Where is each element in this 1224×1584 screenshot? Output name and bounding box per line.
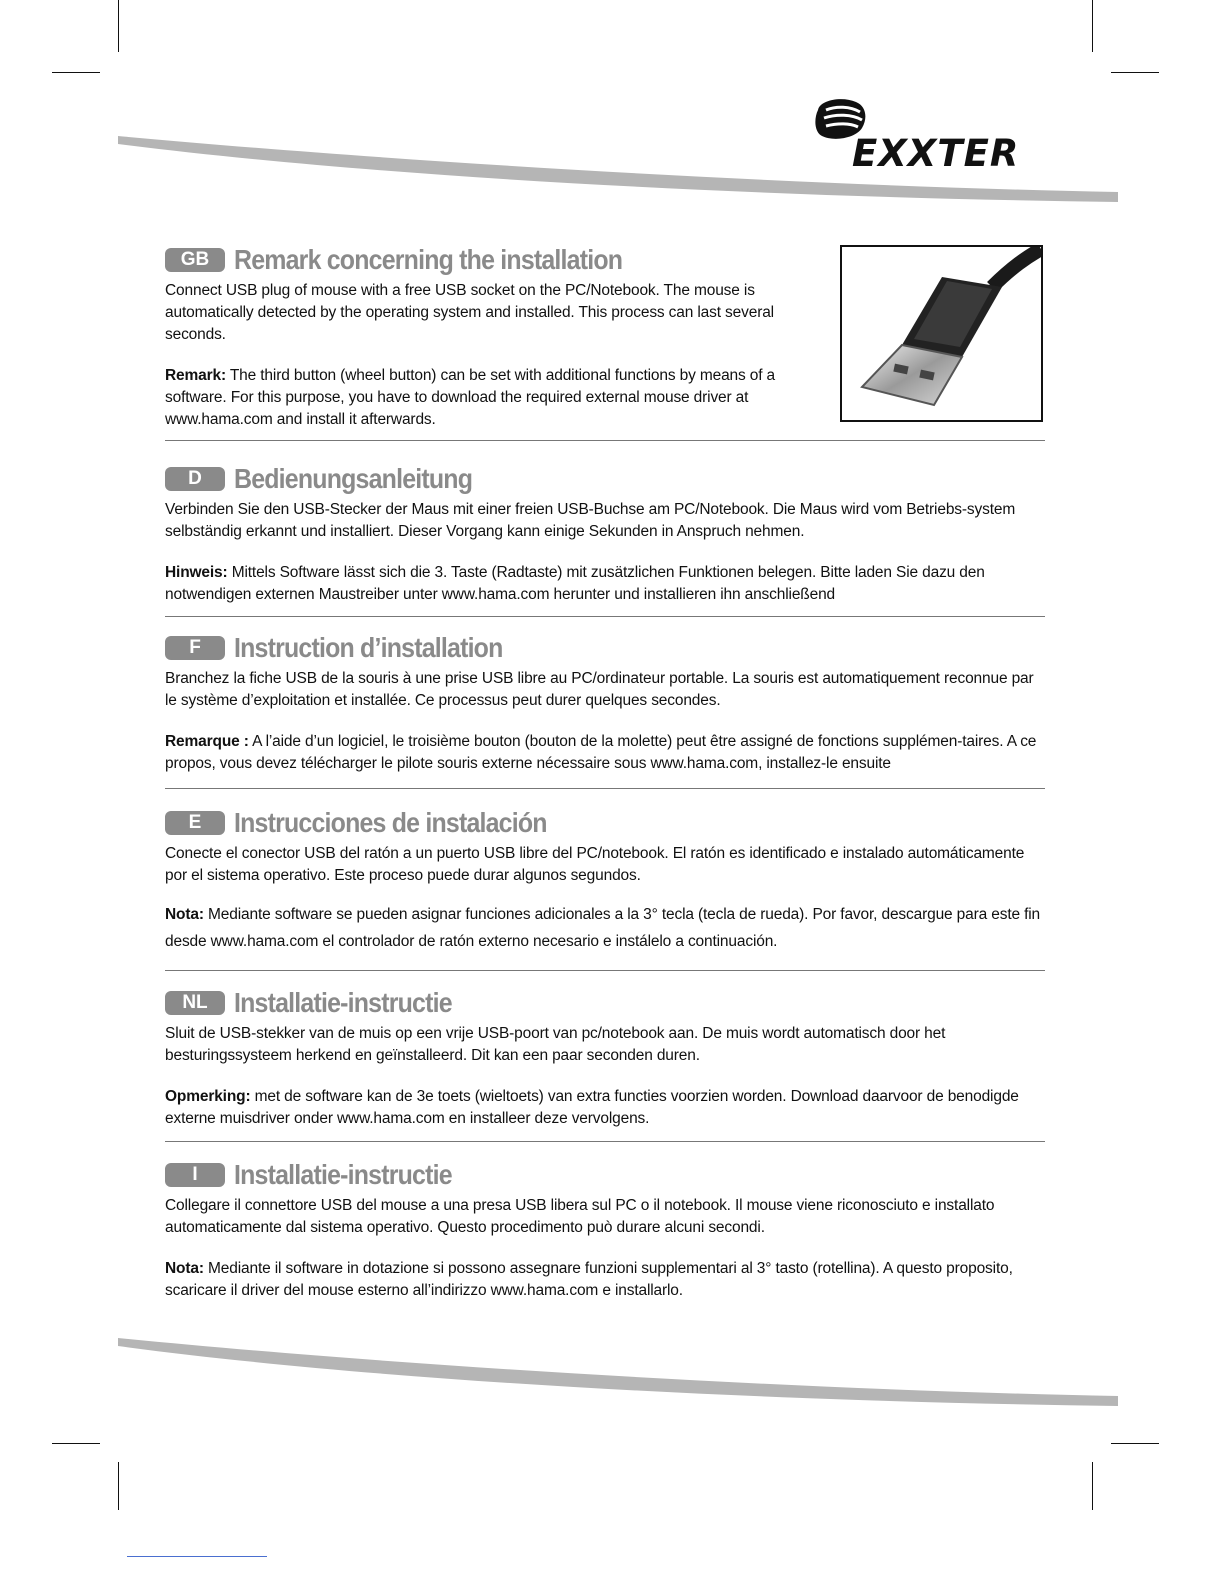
section-divider [165, 616, 1045, 617]
brand-logo [812, 96, 1027, 182]
paragraph-remark [165, 901, 1045, 955]
remark-label: Remarque : [165, 733, 249, 750]
section-title: Installatie-instructie [234, 987, 452, 1018]
language-badge: GB [165, 248, 225, 272]
paragraph-instructions: Conecte el conector USB del ratón a un puerto USB libre del PC/notebook. El ratón es identificado e instalado automáticamente por el sistema operativo. Este proceso puede durar algunos segundos. [165, 845, 1025, 884]
paragraph-remark [165, 731, 1045, 775]
paragraph-instructions: Sluit de USB-stekker van de muis op een vrije USB-poort van pc/notebook aan. De muis wordt automatisch door het besturingssysteem herkend en geïnstalleerd. Dit kan een paar seconden duren. [165, 1025, 946, 1064]
section-divider [165, 788, 1045, 789]
remark-text: The third button (wheel button) can be set with additional functions by means of a software. For this purpose, you have to download the required external mouse driver at www.hama.com and install it afterwards. [165, 367, 776, 428]
section-i [165, 1160, 1045, 1302]
paragraph-instructions: Collegare il connettore USB del mouse a una presa USB libera sul PC o il notebook. Il mouse viene riconosciuto e installato automaticamente dal sistema operativo. Questo procedimento può durare alcuni secondi. [165, 1197, 995, 1236]
remark-label: Nota: [165, 906, 204, 923]
remark-label: Opmerking: [165, 1088, 251, 1105]
remark-text: Mittels Software lässt sich die 3. Taste (Radtaste) mit zusätzlichen Funktionen belegen. Bitte laden Sie dazu den notwendigen externen Maustreiber unter www.hama.com herunter und installieren ihn anschließend [165, 564, 985, 603]
paragraph-remark [165, 365, 830, 431]
section-title: Bedienungsanleitung [234, 463, 473, 494]
crop-mark-bottom-left-v [118, 1462, 119, 1510]
crop-mark-bottom-left-h [52, 1443, 100, 1444]
section-d [165, 464, 1045, 606]
remark-label: Remark: [165, 367, 226, 384]
crop-mark-bottom-right-h [1111, 1443, 1159, 1444]
brand-name: EXXTER [852, 132, 1020, 175]
remark-text: Mediante software se pueden asignar funciones adicionales a la 3° tecla (tecla de rueda). Por favor, descargue para este fin desde www.hama.com el controlador de ratón externo necesario e instálelo a continuación. [165, 906, 1041, 950]
crop-mark-top-left-h [52, 72, 100, 73]
section-nl [165, 988, 1045, 1130]
paragraph-remark [165, 1258, 1045, 1302]
section-heading [165, 633, 1045, 663]
remark-text: met de software kan de 3e toets (wieltoets) van extra functies voorzien worden. Download daarvoor de benodigde externe muisdriver onder www.hama.com en installeer deze vervolgens. [165, 1088, 1019, 1127]
header-swoosh [0, 128, 1224, 208]
usb-plug-photo [840, 245, 1043, 422]
crop-mark-bottom-right-v [1092, 1462, 1093, 1510]
footer-swoosh [0, 1330, 1224, 1410]
section-heading [165, 808, 1045, 838]
footer-blue-line [127, 1556, 267, 1557]
paragraph-remark [165, 1086, 1045, 1130]
usb-plug-icon [842, 247, 1041, 420]
paragraph-instructions: Connect USB plug of mouse with a free USB socket on the PC/Notebook. The mouse is automatically detected by the operating system and installed. This process can last several seconds. [165, 282, 774, 343]
crop-mark-top-left-v [118, 0, 119, 52]
remark-label: Hinweis: [165, 564, 228, 581]
section-gb [165, 245, 830, 431]
section-divider [165, 440, 1045, 441]
paragraph-instructions: Branchez la fiche USB de la souris à une prise USB libre au PC/ordinateur portable. La souris est automatiquement reconnue par le système d’exploitation et installée. Ce processus peut durer quelques secondes. [165, 670, 1034, 709]
section-title: Instrucciones de instalación [234, 807, 547, 838]
section-e [165, 808, 1045, 955]
section-title: Installatie-instructie [234, 1159, 452, 1190]
paragraph-remark [165, 562, 1045, 606]
language-badge: NL [165, 991, 225, 1015]
crop-mark-top-right-h [1111, 72, 1159, 73]
language-badge: E [165, 811, 225, 835]
section-heading [165, 1160, 1045, 1190]
section-title: Instruction d’installation [234, 632, 503, 663]
remark-text: A l’aide d’un logiciel, le troisième bouton (bouton de la molette) peut être assigné de fonctions supplémen-taires. A ce propos, vous devez télécharger le pilote souris externe nécessaire sous www.hama.com, installez-le ensuite [165, 733, 1037, 772]
section-heading [165, 988, 1045, 1018]
section-divider [165, 970, 1045, 971]
paragraph-instructions: Verbinden Sie den USB-Stecker der Maus mit einer freien USB-Buchse am PC/Notebook. Die Maus wird vom Betriebs-system selbständig erkannt und installiert. Dieser Vorgang kann einige Sekunden in Anspruch nehmen. [165, 501, 1016, 540]
section-heading [165, 464, 1045, 494]
section-divider [165, 1141, 1045, 1142]
remark-text: Mediante il software in dotazione si possono assegnare funzioni supplementari al 3° tasto (rotellina). A questo proposito, scaricare il driver del mouse esterno all’indirizzo www.hama.com e installarlo. [165, 1260, 1013, 1299]
section-f [165, 633, 1045, 775]
crop-mark-top-right-v [1092, 0, 1093, 52]
section-title: Remark concerning the installation [234, 244, 623, 275]
language-badge: I [165, 1163, 225, 1187]
language-badge: D [165, 467, 225, 491]
section-heading [165, 245, 830, 275]
remark-label: Nota: [165, 1260, 204, 1277]
language-badge: F [165, 636, 225, 660]
